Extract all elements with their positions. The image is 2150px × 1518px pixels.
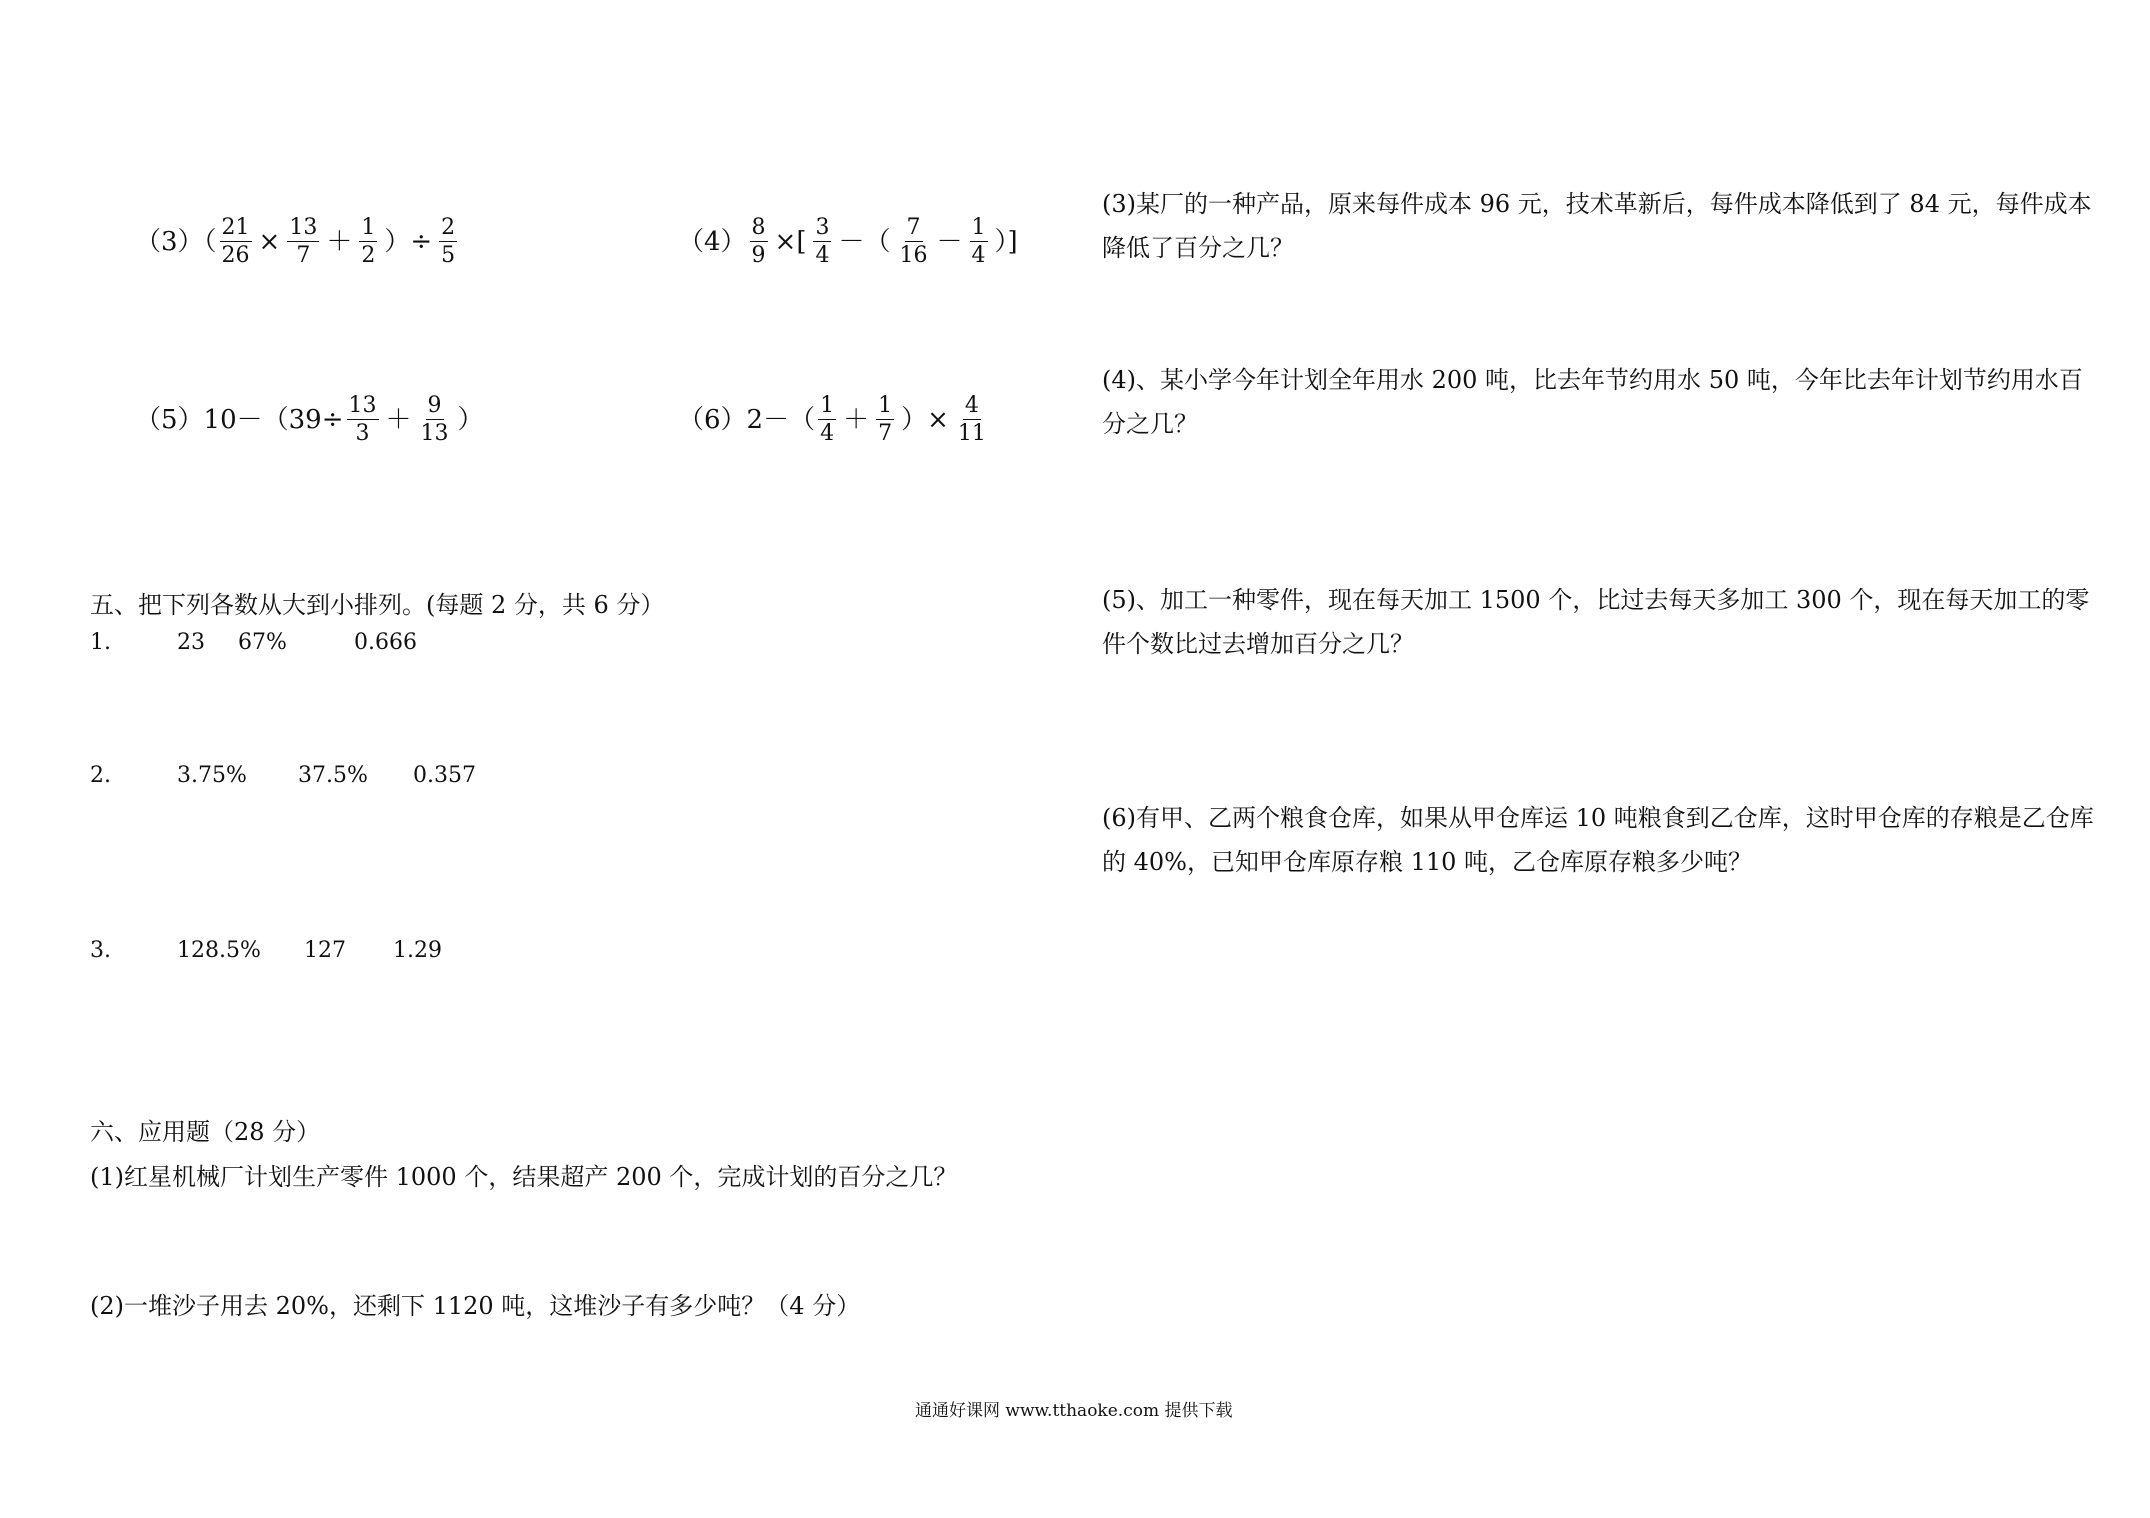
fraction: $\frac{13}{3}$: [348, 393, 377, 447]
fraction: $\frac{4}{11}$: [957, 393, 986, 447]
row-number: 2.: [90, 763, 111, 788]
section-6-title: 六、应用题（28 分）: [90, 1118, 321, 1146]
row-number: 3.: [90, 938, 111, 963]
fraction: $\frac{3}{4}$: [815, 215, 830, 269]
expression-5: （5）10－（39÷ $\frac{13}{3}$ ＋ $\frac{9}{13}$ ）: [135, 393, 484, 447]
section-5-title: 五、把下列各数从大到小排列。(每题 2 分，共 6 分）: [90, 591, 665, 619]
fraction: $\frac{2}{5}$: [441, 215, 456, 269]
question-5: (5)、加工一种零件，现在每天加工 1500 个，比过去每天多加工 300 个，现在每天加工的零件个数比过去增加百分之几？: [1102, 586, 2090, 658]
question-1: (1)红星机械厂计划生产零件 1000 个，结果超产 200 个，完成计划的百分之几？: [90, 1163, 958, 1191]
row-value: 127: [304, 938, 346, 963]
fraction: $\frac{9}{13}$: [420, 393, 449, 447]
row-number: 1.: [90, 630, 111, 655]
expression-6: （6）2－（ $\frac{1}{4}$ ＋ $\frac{1}{7}$ ）× $\frac{4}{11}$: [678, 393, 986, 447]
fraction: $\frac{8}{9}$: [751, 215, 766, 269]
fraction: $\frac{21}{26}$: [221, 215, 250, 269]
row-value: 23: [177, 630, 205, 655]
question-2: (2)一堆沙子用去 20%，还剩下 1120 吨，这堆沙子有多少吨？（4 分）: [90, 1292, 861, 1320]
fraction: $\frac{7}{16}$: [899, 215, 928, 269]
question-4: (4)、某小学今年计划全年用水 200 吨，比去年节约用水 50 吨，今年比去年计划节约用水百分之几？: [1102, 366, 2083, 438]
row-value: 37.5%: [298, 763, 368, 788]
row-value: 1.29: [393, 938, 442, 963]
row-value: 3.75%: [177, 763, 247, 788]
row-value: 128.5%: [177, 938, 261, 963]
row-value: 67%: [238, 630, 287, 655]
fraction: $\frac{13}{7}$: [289, 215, 318, 269]
fraction: $\frac{1}{2}$: [361, 215, 376, 269]
row-value: 0.666: [354, 630, 417, 655]
question-6: (6)有甲、乙两个粮食仓库，如果从甲仓库运 10 吨粮食到乙仓库，这时甲仓库的存粮是乙仓库的 40%，已知甲仓库原存粮 110 吨，乙仓库原存粮多少吨？: [1102, 804, 2094, 876]
expression-4: （4） $\frac{8}{9}$ ×[ $\frac{3}{4}$ －（ $\frac{7}{16}$ － $\frac{1}{4}$ ）]: [678, 215, 1018, 269]
fraction: $\frac{1}{7}$: [878, 393, 893, 447]
footer-watermark: 通通好课网 www.tthaoke.com 提供下载: [915, 1401, 1233, 1421]
expression-3: （3）（ $\frac{21}{26}$ × $\frac{13}{7}$ ＋ $\frac{1}{2}$ ）÷ $\frac{2}{5}$: [135, 215, 456, 269]
row-value: 0.357: [413, 763, 476, 788]
fraction: $\frac{1}{4}$: [971, 215, 986, 269]
fraction: $\frac{1}{4}$: [820, 393, 835, 447]
question-3: (3)某厂的一种产品，原来每件成本 96 元，技术革新后，每件成本降低到了 84 元，每件成本降低了百分之几？: [1102, 190, 2092, 262]
